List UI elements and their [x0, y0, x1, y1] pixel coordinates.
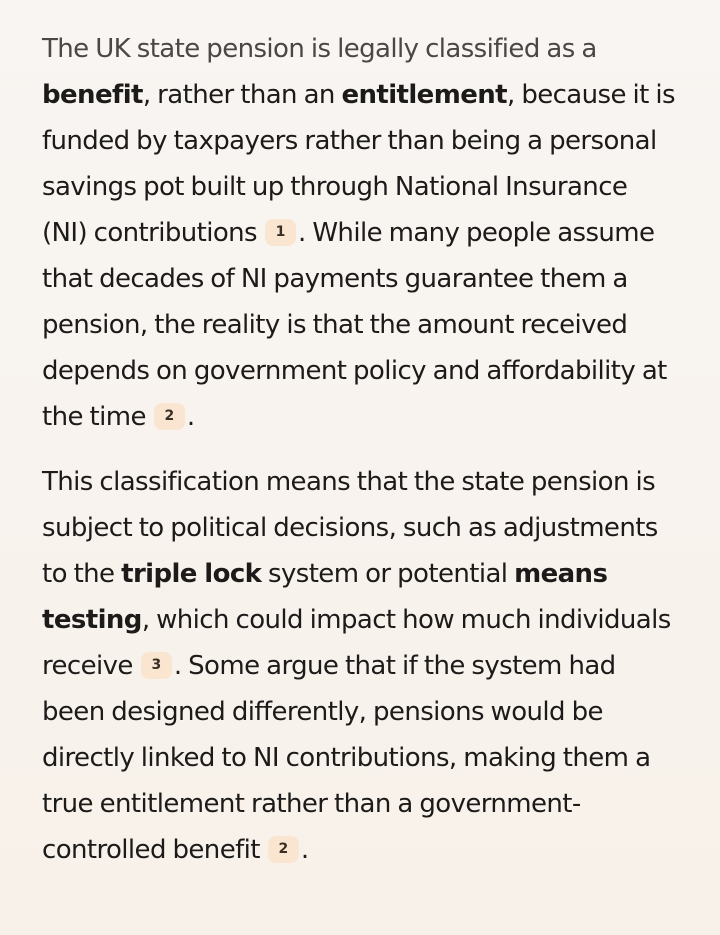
- paragraph-text: , which could impact how much individuals receive: [42, 605, 671, 681]
- paragraph-text: . While many people assume that decades of NI payments guarantee them a pension, the reality is that the amount received depends on government policy and affordability at the time: [42, 218, 667, 432]
- citation-badge[interactable]: 2: [154, 403, 185, 430]
- bold-term-means-testing: means testing: [42, 559, 608, 635]
- paragraph-text: . Some argue that if the system had been designed differently, pensions would be directly linked to NI contributions, making them a true entitlement rather than a government-controlled benefit: [42, 651, 651, 865]
- paragraph-2: [42, 459, 678, 873]
- paragraph-text: .: [300, 835, 309, 865]
- citation-badge[interactable]: 2: [268, 836, 299, 863]
- paragraph-text: This classification means that the state pension is subject to political decisions, such as adjustments to the: [42, 467, 658, 589]
- citation-badge[interactable]: 3: [141, 652, 172, 679]
- citation-badge[interactable]: 1: [265, 219, 296, 246]
- paragraph-text: , because it is funded by taxpayers rather than being a personal savings pot built up through National Insurance (NI) contributions: [42, 80, 675, 248]
- paragraph-text: , rather than an: [142, 80, 342, 110]
- paragraph-1: [42, 26, 678, 440]
- bold-term-benefit: benefit: [42, 80, 143, 110]
- paragraph-text: system or potential: [261, 559, 515, 589]
- paragraph-text: The UK state pension is legally classified as a: [42, 34, 597, 64]
- bold-term-entitlement: entitlement: [341, 80, 507, 110]
- paragraph-text: .: [186, 402, 195, 432]
- bold-term-triple-lock: triple lock: [121, 559, 262, 589]
